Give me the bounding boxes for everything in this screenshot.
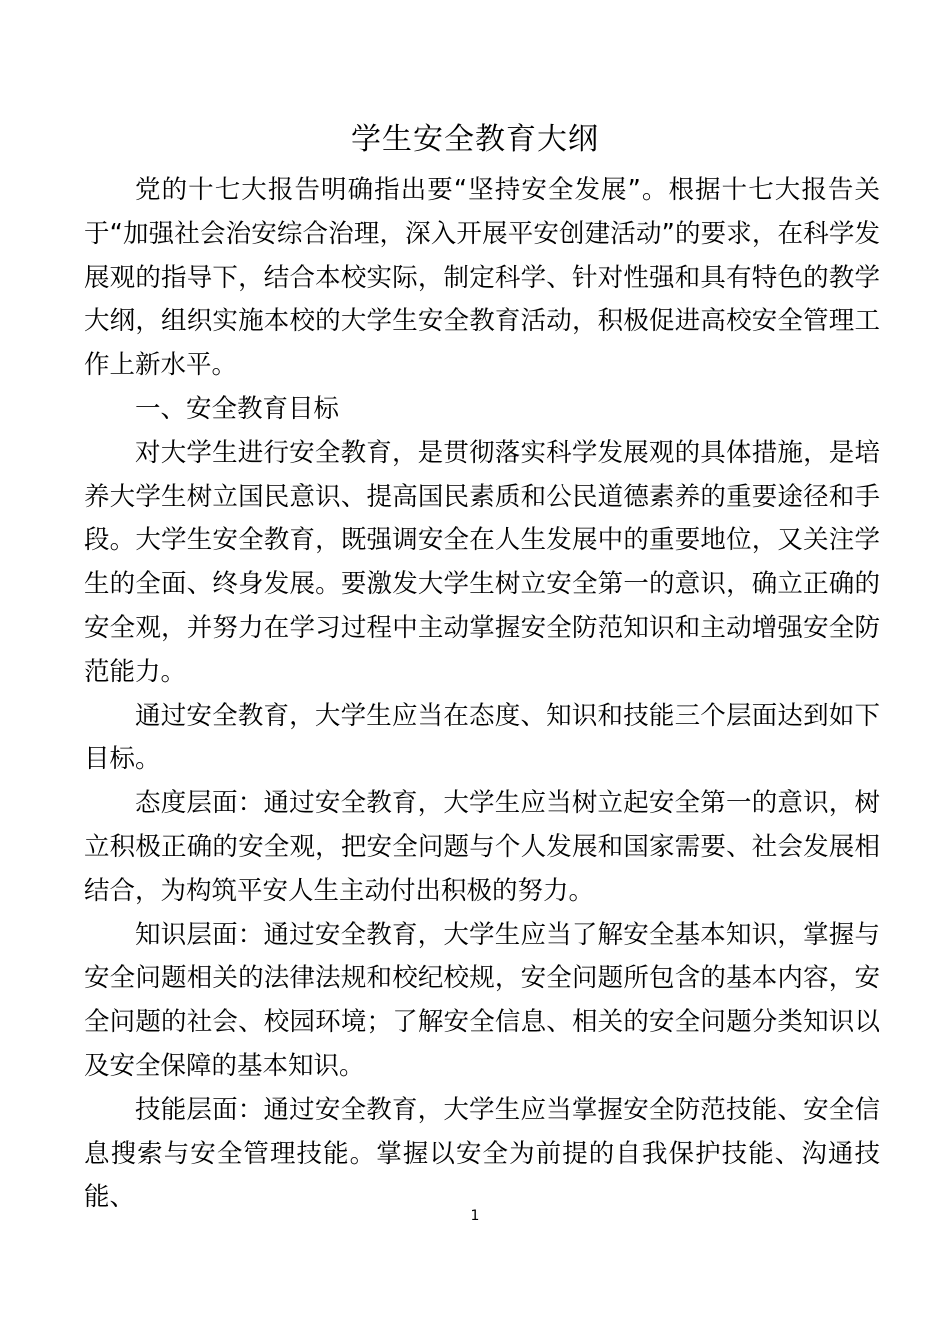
page-number: 1 [470,1208,480,1224]
paragraph-skills: 技能层面：通过安全教育，大学生应当掌握安全防范技能、安全信息搜索与安全管理技能。掌握以安全为前提的自我保护技能、沟通技能、 [84,1094,880,1213]
paragraph-knowledge: 知识层面：通过安全教育，大学生应当了解安全基本知识，掌握与安全问题相关的法律法规和校纪校规，安全问题所包含的基本内容，安全问题的社会、校园环境；了解安全信息、相关的安全问题分类知识以及安全保障的基本知识。 [84,919,880,1081]
paragraph-targets: 通过安全教育，大学生应当在态度、知识和技能三个层面达到如下目标。 [84,700,880,775]
section-heading-goals: 一、安全教育目标 [135,393,340,424]
document-title: 学生安全教育大纲 [351,122,599,157]
paragraph-intro: 党的十七大报告明确指出要“坚持安全发展”。根据十七大报告关于“加强社会治安综合治理，深入开展平安创建活动”的要求，在科学发展观的指导下，结合本校实际，制定科学、针对性强和具有特色的教学大纲，组织实施本校的大学生安全教育活动，积极促进高校安全管理工作上新水平。 [84,175,880,381]
document-body [84,169,880,1220]
paragraph-attitude: 态度层面：通过安全教育，大学生应当树立起安全第一的意识，树立积极正确的安全观，把安全问题与个人发展和国家需要、社会发展相结合，为构筑平安人生主动付出积极的努力。 [84,788,880,906]
paragraph-goals: 对大学生进行安全教育，是贯彻落实科学发展观的具体措施，是培养大学生树立国民意识、提高国民素质和公民道德素养的重要途径和手段。大学生安全教育，既强调安全在人生发展中的重要地位，又关注学生的全面、终身发展。要激发大学生树立安全第一的意识，确立正确的安全观，并努力在学习过程中主动掌握安全防范知识和主动增强安全防范能力。 [84,437,880,687]
